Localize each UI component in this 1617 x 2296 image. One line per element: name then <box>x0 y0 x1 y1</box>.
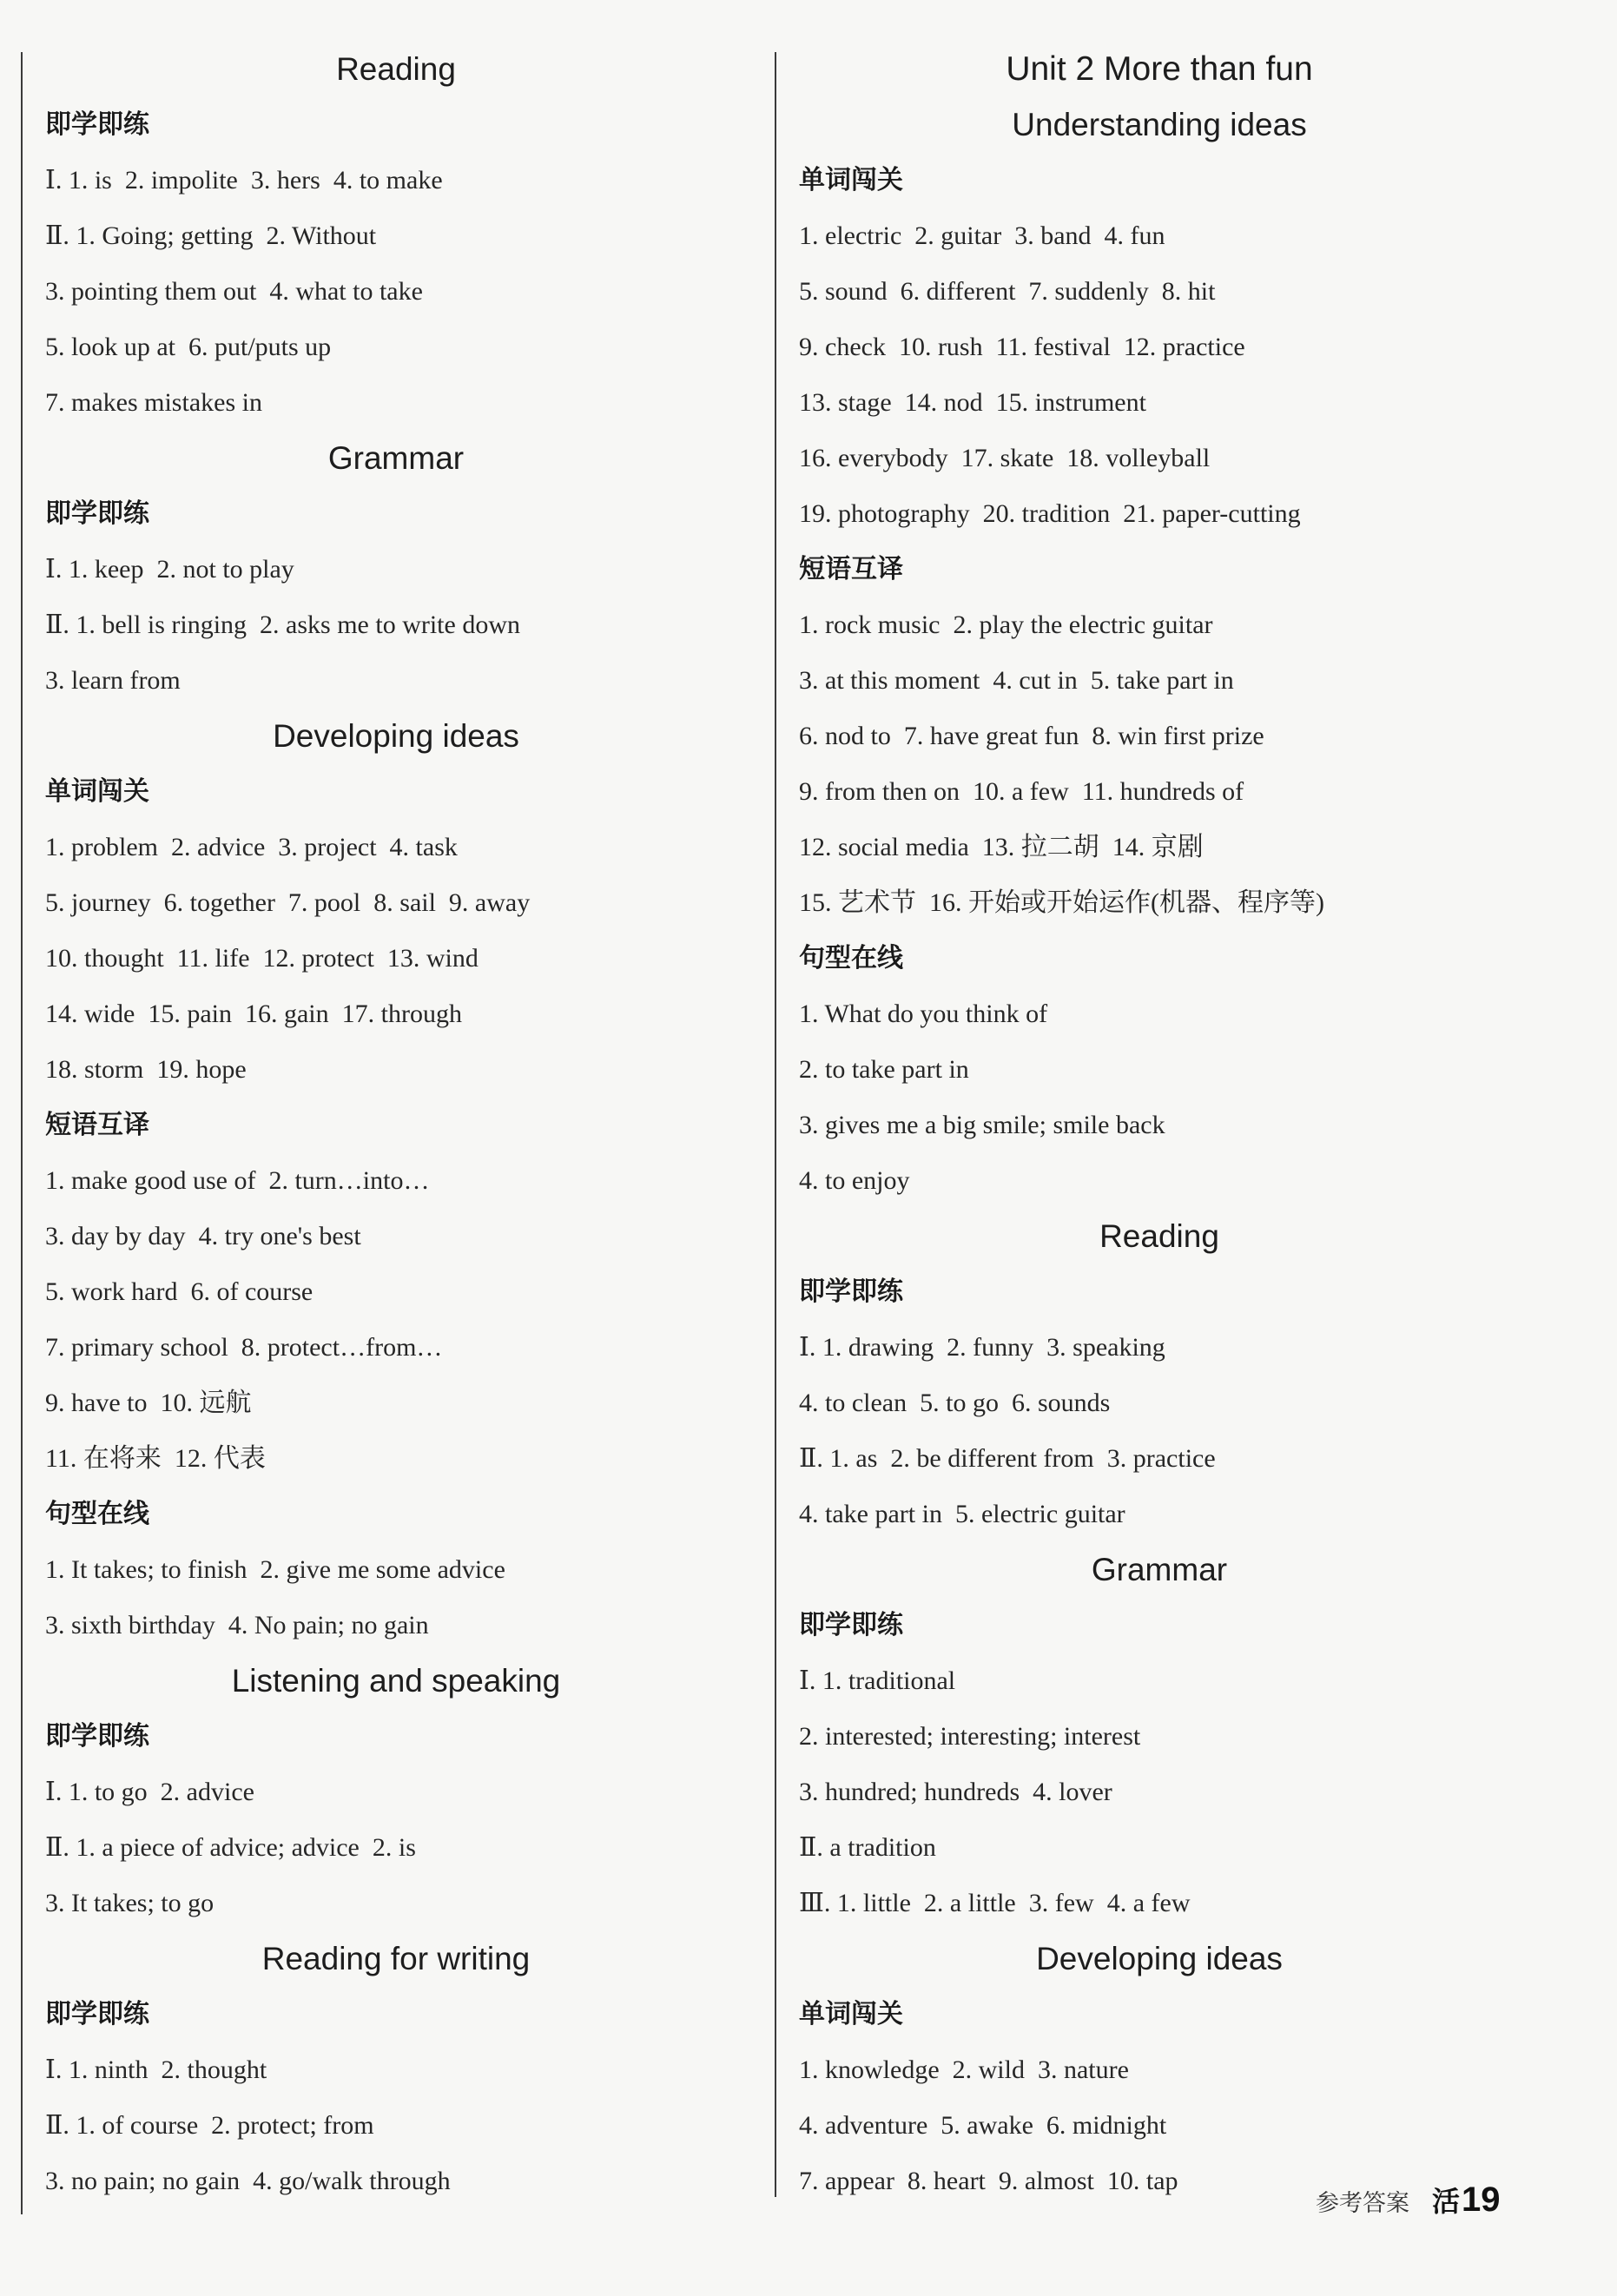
subsection-sentences: 句型在线 <box>799 943 903 973</box>
answer-line: 5. work hard 6. of course <box>45 1277 314 1306</box>
column-divider <box>775 52 776 2197</box>
footer-label: 参考答案 <box>1316 2190 1409 2217</box>
answer-line: Ⅰ. 1. traditional <box>799 1666 956 1695</box>
section-reading-for-writing-left <box>45 1931 747 2209</box>
answer-line: 19. photography 20. tradition 21. paper-cutting <box>799 499 1301 528</box>
subsection-practice: 即学即练 <box>799 1610 903 1640</box>
section-developing-right <box>799 1931 1520 2209</box>
subsection-practice: 即学即练 <box>45 1721 149 1752</box>
answer-line: 13. stage 14. nod 15. instrument <box>799 388 1146 417</box>
unit-title: Unit 2 More than fun <box>1006 50 1313 88</box>
section-title-understanding-ideas: Understanding ideas <box>1012 107 1307 142</box>
answer-line: 4. to enjoy <box>799 1166 910 1195</box>
answer-line: 9. from then on 10. a few 11. hundreds of <box>799 777 1244 806</box>
answer-line: 14. wide 15. pain 16. gain 17. through <box>45 1000 462 1028</box>
answer-line: Ⅰ. 1. keep 2. not to play <box>45 555 294 584</box>
answer-line: Ⅲ. 1. little 2. a little 3. few 4. a few <box>799 1889 1191 1917</box>
answer-line: Ⅱ. 1. a piece of advice; advice 2. is <box>45 1833 416 1862</box>
answer-line: 5. look up at 6. put/puts up <box>45 333 332 361</box>
section-reading-right <box>799 1209 1520 1542</box>
answer-line: 3. at this moment 4. cut in 5. take part in <box>799 666 1234 695</box>
left-margin-rule <box>21 52 23 2214</box>
answer-line: Ⅰ. 1. ninth 2. thought <box>45 2055 267 2084</box>
subsection-words: 单词闯关 <box>45 776 149 807</box>
answer-line: 4. to clean 5. to go 6. sounds <box>799 1389 1111 1417</box>
answer-line: 12. social media 13. 拉二胡 14. 京剧 <box>799 833 1204 861</box>
answer-line: 10. thought 11. life 12. protect 13. wind <box>45 944 478 973</box>
section-title-listening: Listening and speaking <box>231 1663 561 1699</box>
section-title-grammar: Grammar <box>1091 1552 1228 1587</box>
section-title-reading: Reading <box>336 51 456 87</box>
section-listening-left <box>45 1653 747 1931</box>
answer-line: Ⅱ. 1. as 2. be different from 3. practice <box>799 1444 1216 1473</box>
answer-line: 3. It takes; to go <box>45 1889 214 1917</box>
subsection-phrases: 短语互译 <box>799 554 903 584</box>
answer-line: 7. primary school 8. protect…from… <box>45 1333 443 1362</box>
answer-line: 2. interested; interesting; interest <box>799 1722 1141 1751</box>
answer-line: 6. nod to 7. have great fun 8. win first prize <box>799 722 1264 750</box>
subsection-practice: 即学即练 <box>45 498 149 529</box>
answer-line: 3. day by day 4. try one's best <box>45 1222 361 1250</box>
page-number: 19 <box>1462 2181 1501 2219</box>
subsection-practice: 即学即练 <box>799 1277 903 1307</box>
answer-line: 9. check 10. rush 11. festival 12. practice <box>799 333 1245 361</box>
answer-line: 3. no pain; no gain 4. go/walk through <box>45 2167 451 2195</box>
answer-line: 1. knowledge 2. wild 3. nature <box>799 2055 1129 2084</box>
section-title-developing-ideas: Developing ideas <box>273 718 519 754</box>
answer-line: 3. gives me a big smile; smile back <box>799 1111 1165 1139</box>
section-reading-left <box>45 42 747 431</box>
answer-line: Ⅰ. 1. drawing 2. funny 3. speaking <box>799 1333 1165 1362</box>
section-developing-left <box>45 709 747 1653</box>
right-column <box>799 42 1520 2209</box>
answer-line: Ⅱ. 1. Going; getting 2. Without <box>45 221 377 250</box>
answer-line: 16. everybody 17. skate 18. volleyball <box>799 444 1211 472</box>
subsection-practice: 即学即练 <box>45 1999 149 2029</box>
answer-line: 18. storm 19. hope <box>45 1055 247 1084</box>
answer-line: Ⅱ. a tradition <box>799 1833 936 1862</box>
answer-line: Ⅰ. 1. to go 2. advice <box>45 1778 254 1806</box>
subsection-phrases: 短语互译 <box>45 1110 149 1140</box>
answer-line: 1. What do you think of <box>799 1000 1048 1028</box>
answer-line: 1. electric 2. guitar 3. band 4. fun <box>799 221 1165 250</box>
subsection-sentences: 句型在线 <box>45 1499 149 1529</box>
answer-line: 2. to take part in <box>799 1055 969 1084</box>
subsection-words: 单词闯关 <box>799 165 903 195</box>
section-title-reading-for-writing: Reading for writing <box>261 1941 531 1976</box>
answer-line: 1. problem 2. advice 3. project 4. task <box>45 833 458 861</box>
answer-line: 11. 在将来 12. 代表 <box>45 1444 266 1473</box>
answer-line: Ⅱ. 1. bell is ringing 2. asks me to write down <box>45 610 521 639</box>
section-grammar-right <box>799 1542 1520 1931</box>
answer-line: 15. 艺术节 16. 开始或开始运作(机器、程序等) <box>799 888 1324 917</box>
page-footer <box>1316 2180 1501 2228</box>
section-title-developing-ideas: Developing ideas <box>1036 1941 1283 1976</box>
answer-line: 1. make good use of 2. turn…into… <box>45 1166 430 1195</box>
answer-line: Ⅰ. 1. is 2. impolite 3. hers 4. to make <box>45 166 443 195</box>
section-title-reading: Reading <box>1099 1218 1219 1254</box>
answer-line: 4. take part in 5. electric guitar <box>799 1500 1125 1528</box>
section-unit2-understanding <box>799 42 1520 1209</box>
answer-line: 5. sound 6. different 7. suddenly 8. hit <box>799 277 1216 306</box>
answer-line: 7. makes mistakes in <box>45 388 262 417</box>
answer-line: 3. hundred; hundreds 4. lover <box>799 1778 1112 1806</box>
answer-line: Ⅱ. 1. of course 2. protect; from <box>45 2111 374 2140</box>
subsection-words: 单词闯关 <box>799 1999 903 2029</box>
answer-line: 9. have to 10. 远航 <box>45 1389 252 1417</box>
subsection-practice: 即学即练 <box>45 109 149 140</box>
left-column <box>45 42 747 2209</box>
section-grammar-left <box>45 431 747 709</box>
answer-line: 7. appear 8. heart 9. almost 10. tap <box>799 2167 1178 2195</box>
answer-line: 1. It takes; to finish 2. give me some advice <box>45 1555 505 1584</box>
answer-line: 4. adventure 5. awake 6. midnight <box>799 2111 1167 2140</box>
answer-line: 3. pointing them out 4. what to take <box>45 277 423 306</box>
answer-line: 5. journey 6. together 7. pool 8. sail 9. away <box>45 888 531 917</box>
answer-line: 3. learn from <box>45 666 181 695</box>
answer-line: 1. rock music 2. play the electric guitar <box>799 610 1213 639</box>
answer-line: 3. sixth birthday 4. No pain; no gain <box>45 1611 429 1640</box>
section-title-grammar: Grammar <box>327 440 465 476</box>
footer-tag: 活 <box>1432 2185 1461 2218</box>
